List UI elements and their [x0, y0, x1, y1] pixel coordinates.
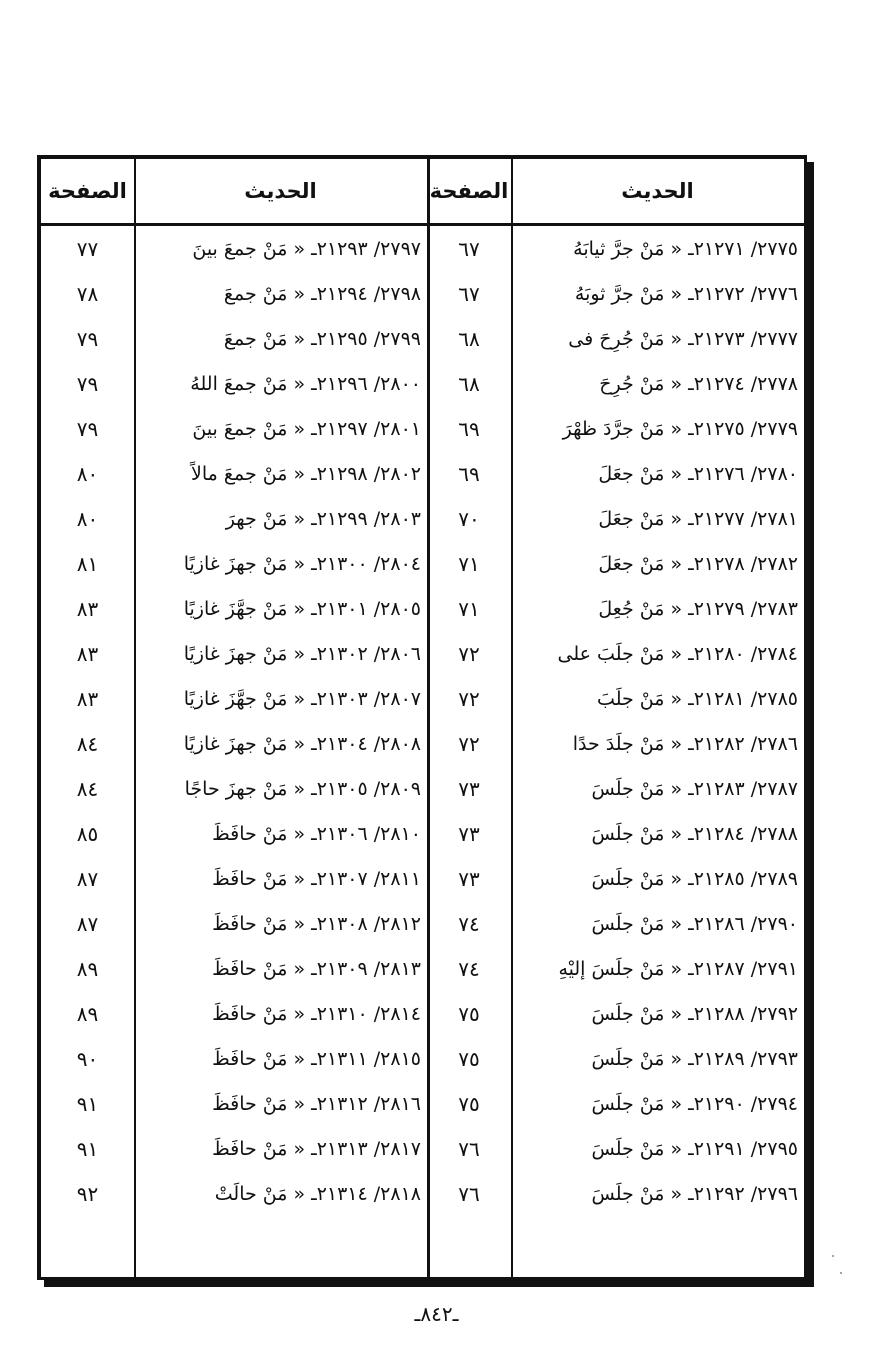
left-hadith-cell: ٢٨١٥/ ٢١٣١١ـ « مَنْ حافَظَ — [212, 1047, 421, 1070]
left-hadith-cell: ٢٨١١/ ٢١٣٠٧ـ « مَنْ حافَظَ — [212, 867, 421, 890]
table-row — [41, 1081, 804, 1126]
left-hadith-cell: ٢٨١٧/ ٢١٣١٣ـ « مَنْ حافَظَ — [212, 1137, 421, 1160]
right-page-cell: ٧٥ — [458, 1046, 480, 1071]
left-hadith-cell: ٢٨١٠/ ٢١٣٠٦ـ « مَنْ حافَظَ — [212, 822, 421, 845]
right-page-cell: ٦٧ — [458, 236, 480, 261]
table-row — [41, 496, 804, 541]
right-page-cell: ٧٠ — [458, 506, 480, 531]
table-row — [41, 271, 804, 316]
right-hadith-cell: ٢٧٩٣/ ٢١٢٨٩ـ « مَنْ جلَسَ — [591, 1047, 798, 1070]
left-page-cell: ٨٤ — [76, 776, 99, 801]
table-row — [41, 766, 804, 811]
table-row — [41, 721, 804, 766]
table-row — [41, 676, 804, 721]
scan-speck — [840, 1272, 842, 1274]
right-page-cell: ٧٦ — [458, 1181, 480, 1206]
left-hadith-cell: ٢٧٩٨/ ٢١٢٩٤ـ « مَنْ جمعَ — [223, 282, 421, 305]
left-hadith-cell: ٢٧٩٧/ ٢١٢٩٣ـ « مَنْ جمعَ بينَ — [192, 237, 421, 260]
right-page-cell: ٧٢ — [458, 641, 480, 666]
left-page-cell: ٩١ — [76, 1091, 99, 1116]
right-hadith-cell: ٢٧٩٥/ ٢١٢٩١ـ « مَنْ جلَسَ — [591, 1137, 798, 1160]
left-hadith-cell: ٢٨١٨/ ٢١٣١٤ـ « مَنْ حالَتْ — [214, 1182, 421, 1205]
left-hadith-cell: ٢٧٩٩/ ٢١٢٩٥ـ « مَنْ جمعَ — [223, 327, 421, 350]
right-page-cell: ٧٣ — [458, 821, 480, 846]
left-page-cell: ٨٠ — [76, 506, 99, 531]
right-hadith-cell: ٢٧٩١/ ٢١٢٨٧ـ « مَنْ جلَسَ إليْهِ — [558, 957, 798, 980]
right-page-cell: ٧٤ — [458, 911, 480, 936]
right-hadith-cell: ٢٧٧٥/ ٢١٢٧١ـ « مَنْ جرَّ ثيابَهُ — [573, 237, 798, 260]
table-row — [41, 586, 804, 631]
left-page-cell: ٨٠ — [76, 461, 99, 486]
left-page-cell: ٨٧ — [76, 866, 99, 891]
table-row — [41, 1171, 804, 1216]
right-hadith-cell: ٢٧٨٣/ ٢١٢٧٩ـ « مَنْ جُعِلَ — [598, 597, 798, 620]
right-hadith-cell: ٢٧٨٩/ ٢١٢٨٥ـ « مَنْ جلَسَ — [591, 867, 798, 890]
left-page-cell: ٧٩ — [76, 326, 99, 351]
header-right-page: الصفحة — [429, 179, 509, 203]
header-left-hadith: الحديث — [244, 179, 317, 203]
table-row — [41, 451, 804, 496]
left-hadith-cell: ٢٨١٢/ ٢١٣٠٨ـ « مَنْ حافَظَ — [212, 912, 421, 935]
table-row — [41, 406, 804, 451]
page-number: ـ٨٤٢ـ — [414, 1302, 459, 1326]
right-page-cell: ٦٨ — [458, 326, 480, 351]
left-page-cell: ٧٩ — [76, 416, 99, 441]
left-page-cell: ٩٢ — [76, 1181, 99, 1206]
right-page-cell: ٧٥ — [458, 1091, 480, 1116]
left-page-cell: ٨٥ — [76, 821, 99, 846]
header-left-page: الصفحة — [48, 179, 127, 203]
table-row — [41, 631, 804, 676]
table-row — [41, 541, 804, 586]
left-hadith-cell: ٢٨٠٧/ ٢١٣٠٣ـ « مَنْ جهَّزَ غازيًا — [183, 687, 421, 710]
right-hadith-cell: ٢٧٨٧/ ٢١٢٨٣ـ « مَنْ جلَسَ — [591, 777, 798, 800]
right-page-cell: ٧٤ — [458, 956, 480, 981]
right-hadith-cell: ٢٧٨٢/ ٢١٢٧٨ـ « مَنْ جعَلَ — [598, 552, 798, 575]
right-page-cell: ٧٦ — [458, 1136, 480, 1161]
left-page-cell: ٩١ — [76, 1136, 99, 1161]
hadith-index-table — [37, 155, 807, 1280]
table-row — [41, 946, 804, 991]
right-hadith-cell: ٢٧٨٦/ ٢١٢٨٢ـ « مَنْ جلَدَ حدًا — [572, 732, 798, 755]
left-hadith-cell: ٢٨٠٤/ ٢١٣٠٠ـ « مَنْ جهزَ غازيًا — [183, 552, 421, 575]
left-hadith-cell: ٢٨١٤/ ٢١٣١٠ـ « مَنْ حافَظَ — [212, 1002, 421, 1025]
table-row — [41, 1126, 804, 1171]
left-page-cell: ٧٧ — [76, 236, 99, 261]
left-page-cell: ٨٤ — [76, 731, 99, 756]
table-row — [41, 316, 804, 361]
right-hadith-cell: ٢٧٩٤/ ٢١٢٩٠ـ « مَنْ جلَسَ — [591, 1092, 798, 1115]
table-row — [41, 901, 804, 946]
table-row — [41, 856, 804, 901]
right-page-cell: ٦٧ — [458, 281, 480, 306]
right-hadith-cell: ٢٧٧٩/ ٢١٢٧٥ـ « مَنْ جرَّدَ ظهْرَ — [562, 417, 798, 440]
right-hadith-cell: ٢٧٩٠/ ٢١٢٨٦ـ « مَنْ جلَسَ — [591, 912, 798, 935]
right-hadith-cell: ٢٧٨١/ ٢١٢٧٧ـ « مَنْ جعَلَ — [598, 507, 798, 530]
left-hadith-cell: ٢٨١٦/ ٢١٣١٢ـ « مَنْ حافَظَ — [212, 1092, 421, 1115]
right-page-cell: ٧٢ — [458, 686, 480, 711]
left-page-cell: ٨٣ — [76, 596, 99, 621]
left-page-cell: ٨١ — [76, 551, 99, 576]
table-row — [41, 991, 804, 1036]
table-row — [41, 811, 804, 856]
right-hadith-cell: ٢٧٨٨/ ٢١٢٨٤ـ « مَنْ جلَسَ — [591, 822, 798, 845]
right-hadith-cell: ٢٧٨٤/ ٢١٢٨٠ـ « مَنْ جلَبَ على — [557, 642, 798, 665]
right-hadith-cell: ٢٧٩٦/ ٢١٢٩٢ـ « مَنْ جلَسَ — [591, 1182, 798, 1205]
table-row — [41, 226, 804, 271]
right-page-cell: ٦٩ — [458, 461, 480, 486]
left-hadith-cell: ٢٨٠٣/ ٢١٢٩٩ـ « مَنْ جهرَ — [225, 507, 421, 530]
right-page-cell: ٦٩ — [458, 416, 480, 441]
left-page-cell: ٨٩ — [76, 1001, 99, 1026]
right-hadith-cell: ٢٧٧٨/ ٢١٢٧٤ـ « مَنْ جُرِحَ — [599, 372, 798, 395]
left-page-cell: ٩٠ — [76, 1046, 99, 1071]
right-hadith-cell: ٢٧٩٢/ ٢١٢٨٨ـ « مَنْ جلَسَ — [591, 1002, 798, 1025]
right-page-cell: ٧١ — [458, 551, 480, 576]
right-page-cell: ٧١ — [458, 596, 480, 621]
right-hadith-cell: ٢٧٧٧/ ٢١٢٧٣ـ « مَنْ جُرِحَ فى — [568, 327, 798, 350]
left-hadith-cell: ٢٨٠٦/ ٢١٣٠٢ـ « مَنْ جهزَ غازيًا — [183, 642, 421, 665]
left-page-cell: ٨٣ — [76, 641, 99, 666]
right-page-cell: ٧٢ — [458, 731, 480, 756]
right-hadith-cell: ٢٧٨٥/ ٢١٢٨١ـ « مَنْ جلَبَ — [597, 687, 798, 710]
header-right-hadith: الحديث — [621, 179, 694, 203]
left-hadith-cell: ٢٨٠٩/ ٢١٣٠٥ـ « مَنْ جهزَ حاجًا — [184, 777, 421, 800]
left-hadith-cell: ٢٨١٣/ ٢١٣٠٩ـ « مَنْ حافَظَ — [212, 957, 421, 980]
left-page-cell: ٧٩ — [76, 371, 99, 396]
left-hadith-cell: ٢٨٠١/ ٢١٢٩٧ـ « مَنْ جمعَ بينَ — [192, 417, 421, 440]
scan-speck — [832, 1255, 834, 1257]
left-page-cell: ٨٣ — [76, 686, 99, 711]
right-page-cell: ٧٥ — [458, 1001, 480, 1026]
table-row — [41, 361, 804, 406]
table-row — [41, 1036, 804, 1081]
right-hadith-cell: ٢٧٨٠/ ٢١٢٧٦ـ « مَنْ جعَلَ — [598, 462, 798, 485]
right-page-cell: ٧٣ — [458, 866, 480, 891]
right-page-cell: ٧٣ — [458, 776, 480, 801]
left-hadith-cell: ٢٨٠٨/ ٢١٣٠٤ـ « مَنْ جهزَ غازيًا — [183, 732, 421, 755]
left-hadith-cell: ٢٨٠٥/ ٢١٣٠١ـ « مَنْ جهَّزَ غازيًا — [183, 597, 421, 620]
left-hadith-cell: ٢٨٠٢/ ٢١٢٩٨ـ « مَنْ جمعَ مالاً — [191, 462, 421, 485]
right-page-cell: ٦٨ — [458, 371, 480, 396]
left-page-cell: ٧٨ — [76, 281, 99, 306]
left-page-cell: ٨٩ — [76, 956, 99, 981]
left-hadith-cell: ٢٨٠٠/ ٢١٢٩٦ـ « مَنْ جمعَ اللهُ — [190, 372, 421, 395]
left-page-cell: ٨٧ — [76, 911, 99, 936]
right-hadith-cell: ٢٧٧٦/ ٢١٢٧٢ـ « مَنْ جرَّ ثوبَهُ — [574, 282, 798, 305]
